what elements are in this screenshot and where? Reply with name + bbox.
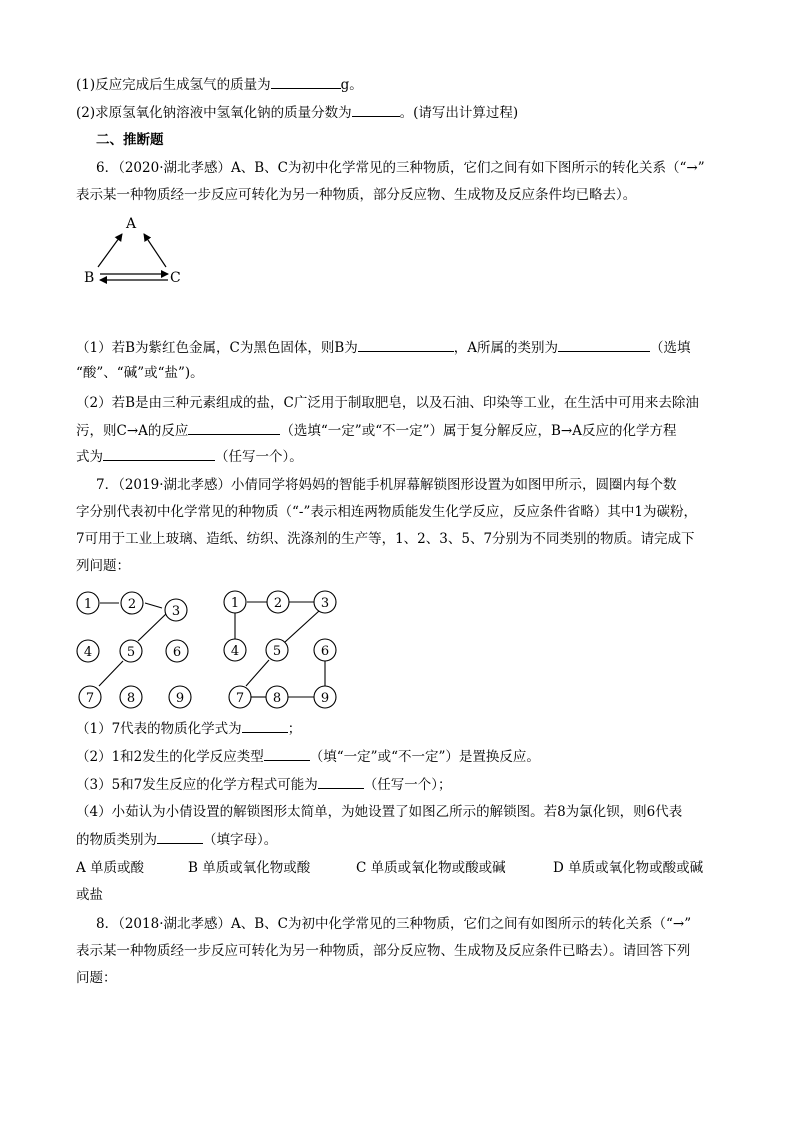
node-b-label: B — [84, 270, 95, 286]
lock-node-8: 8 — [272, 691, 282, 706]
q7-option-d[interactable]: D 单质或氧化物或酸或碱 — [553, 860, 704, 876]
lock-node-6: 6 — [172, 645, 182, 660]
lock-node-4: 4 — [230, 644, 240, 659]
q7-part2-post: （填“一定”或“不一定”）是置换反应。 — [309, 749, 540, 765]
answer-blank[interactable] — [264, 746, 310, 761]
q5-part2-note: 。(请写出计算过程) — [399, 105, 519, 121]
q7-stem-line1: 7．（2019·湖北孝感）小倩同学将妈妈的智能手机屏幕解锁图形设置为如图甲所示，圆圈内每个数 — [96, 477, 677, 493]
answer-blank[interactable] — [157, 829, 203, 844]
q6-part1-text: （1）若B为紫红色金属，C为黑色固体，则B为 — [76, 340, 358, 356]
lock-node-6: 6 — [320, 644, 330, 659]
q6-part2-text: 污，则C→A的反应 — [76, 423, 189, 439]
lock-node-7: 7 — [85, 691, 95, 706]
lock-node-4: 4 — [83, 645, 93, 660]
answer-blank[interactable] — [318, 774, 364, 789]
q7-option-a[interactable]: A 单质或酸 — [76, 860, 145, 876]
lock-node-1: 1 — [83, 597, 93, 612]
q7-option-b[interactable]: B 单质或氧化物或酸 — [188, 860, 311, 876]
section-title: 二、推断题 — [96, 132, 164, 148]
q5-part1-unit: g。 — [340, 77, 363, 93]
q7-part3-post: （任写一个）； — [363, 777, 452, 793]
lock-node-2: 2 — [127, 597, 137, 612]
q7-part1-post: ； — [287, 721, 302, 737]
q6-part2-eq-text: 式为 — [76, 449, 103, 465]
q7-part4-post: （填字母）。 — [203, 832, 278, 848]
q7-part1 — [76, 718, 301, 739]
answer-blank[interactable] — [558, 337, 650, 352]
q7-part4-line2 — [76, 829, 277, 850]
q6-stem-line1: 6．（2020·湖北孝感）A、B、C为初中化学常见的三种物质，它们之间有如下图所示的转化关系（“→” — [96, 160, 705, 176]
answer-blank[interactable] — [358, 337, 454, 352]
q8-stem-line1: 8．（2018·湖北孝感）A、B、C为初中化学常见的三种物质，它们之间有如图所示的转化关系（“→” — [96, 916, 692, 932]
arrow-c-to-a — [144, 234, 166, 267]
lock-node-5: 5 — [126, 645, 136, 660]
answer-blank[interactable] — [352, 102, 400, 117]
lock-node-8: 8 — [126, 691, 136, 706]
answer-blank[interactable] — [188, 420, 280, 435]
q7-stem-line4: 列问题： — [76, 558, 130, 574]
q8-stem-line3: 问题： — [76, 970, 117, 986]
lock-node-1: 1 — [230, 596, 240, 611]
lock-node-3: 3 — [171, 604, 181, 619]
answer-blank[interactable] — [103, 446, 215, 461]
q7-part2 — [76, 746, 540, 767]
lock-node-9: 9 — [320, 691, 330, 706]
q5-part2 — [76, 102, 518, 123]
q7-stem-line3: 7可用于工业上玻璃、造纸、纺织、洗涤剂的生产等，1、2、3、5、7分别为不同类别的物质。请完成下 — [76, 531, 695, 547]
q6-part2-line1: （2）若B是由三种元素组成的盐，C广泛用于制取肥皂，以及石油、印染等工业，在生活中可用来去除油 — [76, 395, 699, 411]
q6-part2-line2 — [76, 420, 676, 441]
q6-part2-line3 — [76, 446, 303, 467]
arrow-b-to-a — [98, 234, 122, 267]
q7-part1-text: （1）7代表的物质化学式为 — [76, 721, 242, 737]
q7-part3 — [76, 774, 452, 795]
lock-node-7: 7 — [235, 691, 245, 706]
node-a-label: A — [126, 216, 137, 232]
q7-option-c[interactable]: C 单质或氧化物或酸或碱 — [356, 860, 506, 876]
q7-lock-pattern-b — [222, 588, 346, 712]
lock-node-5: 5 — [272, 644, 282, 659]
lock-node-3: 3 — [320, 596, 330, 611]
lock-node-2: 2 — [273, 596, 283, 611]
q5-part1 — [76, 74, 363, 95]
q6-part1-post: （选填 — [650, 340, 691, 356]
q7-part4-line1: （4）小茹认为小倩设置的解锁图形太简单，为她设置了如图乙所示的解锁图。若8为氯化钡，则6代表 — [76, 804, 683, 820]
q7-option-d-cont: 或盐 — [76, 887, 103, 903]
q6-conversion-diagram — [80, 212, 190, 292]
answer-blank[interactable] — [271, 74, 341, 89]
lock-node-9: 9 — [175, 691, 185, 706]
q6-part1-mid: ，A所属的类别为 — [453, 340, 559, 356]
q6-part2-post: （选填“一定”或“不一定”）属于复分解反应，B→A反应的化学方程 — [280, 423, 677, 439]
q5-part1-text: (1)反应完成后生成氢气的质量为 — [76, 77, 271, 93]
answer-blank[interactable] — [242, 718, 288, 733]
q6-stem-line2: 表示某一种物质经一步反应可转化为另一种物质，部分反应物、生成物及反应条件均已略去）。 — [76, 187, 637, 203]
q7-lock-pattern-a — [74, 588, 194, 712]
q7-part4-text: 的物质类别为 — [76, 832, 157, 848]
q6-part1-cont: “酸”、“碱”或“盐”)。 — [76, 365, 204, 381]
q6-part1 — [76, 337, 691, 358]
q8-stem-line2: 表示某一种物质经一步反应可转化为另一种物质，部分反应物、生成物及反应条件已略去）。请回答下列 — [76, 943, 691, 959]
q6-part2-eq-post: （任写一个）。 — [215, 449, 303, 465]
q7-part2-text: （2）1和2发生的化学反应类型 — [76, 749, 264, 765]
q5-part2-text: (2)求原氢氧化钠溶液中氢氧化钠的质量分数为 — [76, 105, 352, 121]
node-c-label: C — [170, 270, 181, 286]
q7-stem-line2: 字分别代表初中化学常见的种物质（“-”表示相连两物质能发生化学反应，反应条件省略）其中1为碳粉， — [76, 504, 697, 520]
q7-part3-text: （3）5和7发生反应的化学方程式可能为 — [76, 777, 318, 793]
